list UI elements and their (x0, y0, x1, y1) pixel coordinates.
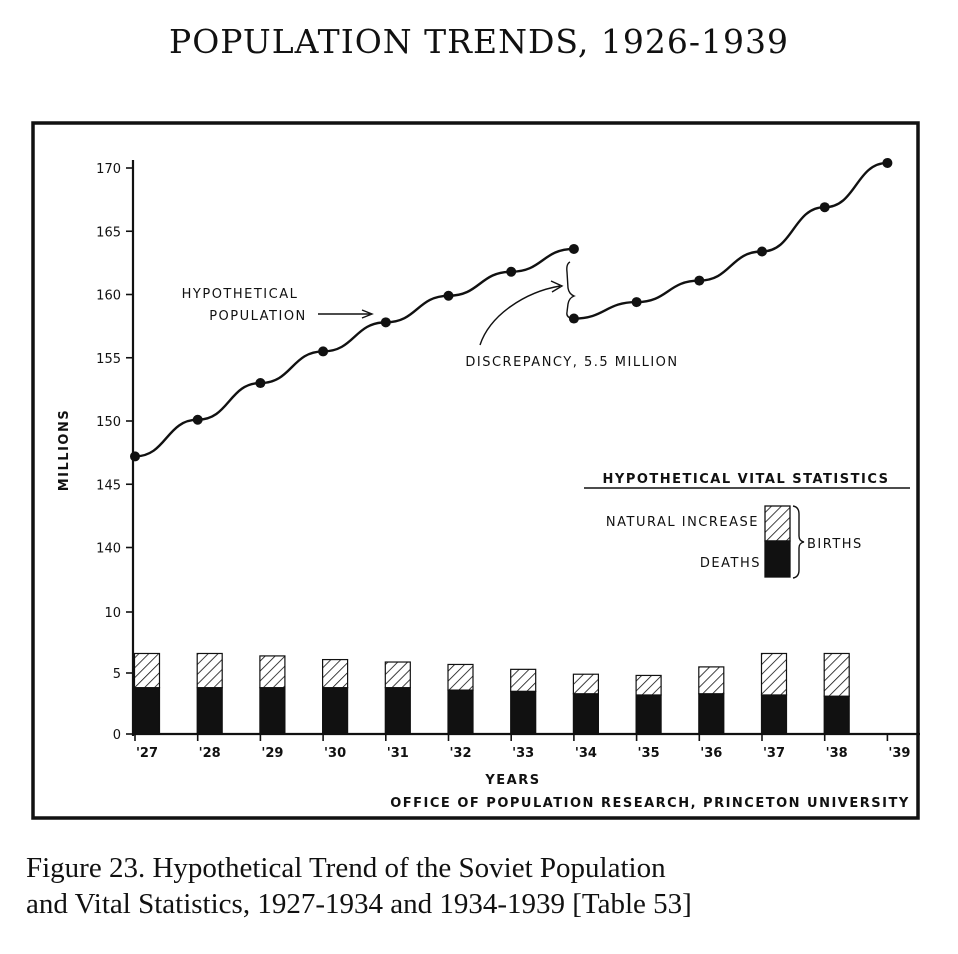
y-tick-label: 5 (112, 667, 121, 682)
bar-deaths (448, 690, 473, 734)
x-tick-label: '39 (888, 746, 911, 761)
legend-deaths-swatch (765, 541, 790, 577)
y-tick-label: 145 (96, 478, 121, 494)
x-tick-label: '33 (512, 746, 535, 761)
x-tick-label: '28 (198, 746, 221, 761)
population-line-1927-1934 (135, 249, 574, 456)
bar-deaths (385, 688, 410, 734)
x-tick-label: '35 (637, 746, 660, 761)
bar-deaths (323, 688, 348, 734)
bar-natural-increase (323, 660, 348, 688)
bar-deaths (824, 696, 849, 734)
y-tick-label: 155 (96, 351, 121, 367)
bar-deaths (762, 695, 787, 734)
x-tick-label: '30 (324, 746, 347, 761)
legend-title: HYPOTHETICAL VITAL STATISTICS (602, 472, 890, 487)
x-tick-label: '38 (825, 746, 848, 761)
y-tick-label: 165 (96, 225, 121, 241)
population-line-1934-1939 (574, 163, 888, 319)
population-point (569, 244, 579, 254)
bar-natural-increase (699, 667, 724, 694)
x-tick-label: '36 (700, 746, 723, 761)
population-point (569, 314, 579, 324)
legend-births-label: BIRTHS (807, 537, 863, 552)
population-point (444, 291, 454, 301)
population-point (820, 202, 830, 212)
bar-deaths (511, 691, 536, 734)
population-point (882, 158, 892, 168)
annotation-hypothetical-line1: HYPOTHETICAL (181, 287, 299, 302)
y-tick-label: 10 (104, 606, 121, 621)
y-tick-label: 140 (96, 541, 121, 557)
bar-natural-increase (385, 662, 410, 688)
x-tick-label: '37 (762, 746, 786, 761)
discrepancy-arrow (480, 286, 560, 345)
x-tick-label: '34 (574, 746, 597, 761)
population-point (506, 267, 516, 277)
legend-natural-increase-label: NATURAL INCREASE (605, 515, 759, 530)
bar-deaths (699, 694, 724, 734)
bar-natural-increase (511, 669, 536, 691)
x-axis-label: YEARS (485, 773, 541, 788)
annotation-discrepancy: DISCREPANCY, 5.5 MILLION (465, 355, 679, 370)
bar-natural-increase (197, 653, 222, 687)
vital-statistics-bars (135, 653, 850, 734)
x-tick-label: '29 (261, 746, 284, 761)
bar-deaths (135, 688, 160, 734)
x-tick-label: '27 (135, 746, 159, 761)
caption-line-1: Figure 23. Hypothetical Trend of the Soviet Population (26, 852, 666, 884)
bar-natural-increase (636, 675, 661, 695)
page-title: POPULATION TRENDS, 1926-1939 (169, 22, 789, 61)
source-note: OFFICE OF POPULATION RESEARCH, PRINCETON UNIVERSITY (390, 796, 910, 811)
bar-deaths (636, 695, 661, 734)
annotation-hypothetical-line2: POPULATION (209, 309, 307, 324)
population-point (757, 246, 767, 256)
x-tick-label: '32 (449, 746, 472, 761)
bar-natural-increase (573, 674, 598, 694)
population-point (318, 346, 328, 356)
y-tick-label: 170 (96, 162, 121, 177)
bar-natural-increase (260, 656, 285, 688)
legend-brace (793, 506, 804, 578)
y-axis-label: MILLIONS (57, 408, 72, 492)
population-point (381, 317, 391, 327)
bar-natural-increase (762, 653, 787, 694)
y-tick-label: 160 (96, 288, 121, 304)
bar-natural-increase (824, 653, 849, 696)
x-tick-label: '31 (386, 746, 409, 761)
population-point (130, 451, 140, 461)
legend-natural-increase-swatch (765, 506, 790, 541)
caption-line-2: and Vital Statistics, 1927-1934 and 1934-1939 [Table 53] (26, 888, 692, 920)
bar-natural-increase (135, 653, 160, 687)
bar-natural-increase (448, 664, 473, 690)
legend-deaths-label: DEATHS (699, 556, 761, 571)
population-point (632, 297, 642, 307)
figure-caption (26, 850, 938, 922)
bar-deaths (573, 694, 598, 734)
bar-deaths (260, 688, 285, 734)
discrepancy-brace (567, 262, 574, 318)
bar-deaths (197, 688, 222, 734)
population-point (694, 276, 704, 286)
population-point (193, 415, 203, 425)
y-tick-label: 0 (112, 728, 121, 743)
y-tick-label: 150 (96, 415, 121, 430)
population-point (255, 378, 265, 388)
